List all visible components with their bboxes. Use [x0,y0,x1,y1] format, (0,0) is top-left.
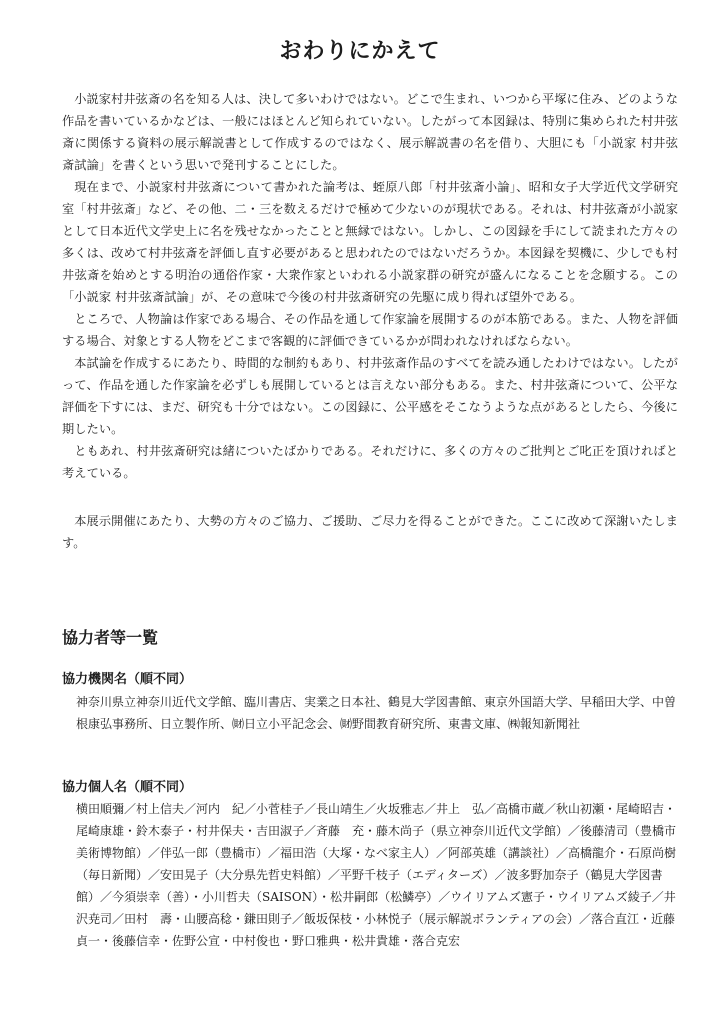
acknowledgement-block [62,510,678,554]
paragraph: ところで、人物論は作家である場合、その作品を通して作家論を展開するのが本筋である。また、人物を評価する場合、対象とする人物をどこまで客観的に評価できているかが問われなければならない。 [62,312,678,348]
institutions-list: 神奈川県立神奈川近代文学館、臨川書店、実業之日本社、鶴見大学図書館、東京外国語大学、早稲田大学、中曽根康弘事務所、日立製作所、㈶日立小平記念会、㈶野間教育研究所、東書文庫、㈱報知新聞社 [76,695,677,731]
acknowledgement-text: 本展示開催にあたり、大勢の方々のご協力、ご援助、ご尽力を得ることができた。ここに改めて深謝いたします。 [62,514,678,550]
afterword-body [62,88,678,484]
individuals-list: 横田順彌／村上信夫／河内 紀／小菅桂子／長山靖生／火坂雅志／井上 弘／高橋市蔵／秋山初瀬・尾崎昭吉・尾崎康雄・鈴木泰子・村井保夫・吉田淑子／斉藤 充・藤木尚子（県立神奈川近代文学館）／後藤清司（豊橋市美術博物館）／伴弘一郎（豊橋市）／福田浩（大塚・なべ家主人）／阿部英雄（講談社）／高橋龍介・石原尚樹（毎日新聞）／安田晃子（大分県先哲史料館）／平野千枝子（エディターズ）／波多野加奈子（鶴見大学図書館）／今須崇幸（善）・小川哲夫（SAISON）・松井嗣郎（松鱗亭）／ウイリアムズ憲子・ウイリアムズ綾子／井沢尭司／田村 壽・山腰高稔・鎌田則子／飯坂保枝・小林悦子（展示解説ボランティアの会）／落合直江・近藤貞一・後藤信幸・佐野公宣・中村俊也・野口雅典・松井貴雄・落合克宏 [76,802,677,948]
cooperators-heading: 協力者等一覧 [62,628,159,647]
paragraph: 現在まで、小説家村井弦斎について書かれた論考は、蛭原八郎「村井弦斎小論」、昭和女子大学近代文学研究室「村井弦斎」など、その他、二・三を数えるだけで極めて少ないのが現状である。それは、村井弦斎が小説家として日本近代文学史上に名を残せなかったことと無縁ではない。しかし、この図録を手にして読まれた方々の多くは、改めて村井弦斎を評価し直す必要があると思われたのではないだろうか。本図録を契機に、少しでも村井弦斎を始めとする明治の通俗作家・大衆作家といわれる小説家群の研究が盛んになることを念願する。この「小説家 村井弦斎試論」が、その意味で今後の村井弦斎研究の先駆に成り得れば望外である。 [62,180,678,304]
paragraph: ともあれ、村井弦斎研究は緒についたばかりである。それだけに、多くの方々のご批判とご叱正を頂ければと考えている。 [62,444,678,480]
individuals-heading: 協力個人名（順不同） [62,780,193,795]
paragraph: 小説家村井弦斎の名を知る人は、決して多いわけではない。どこで生まれ、いつから平塚に住み、どのような作品を書いているかなどは、一般にはほとんど知られていない。したがって本図録は、特別に集められた村井弦斎に関係する資料の展示解説書として作成するのではなく、展示解説書の名を借り、大胆にも「小説家 村井弦斎試論」を書くという思いで発刊することにした。 [62,92,678,172]
page-title: おわりにかえて [279,38,441,64]
paragraph: 本試論を作成するにあたり、時間的な制約もあり、村井弦斎作品のすべてを読み通したわけではない。したがって、作品を通した作家論を必ずしも展開しているとは言えない部分もある。また、村井弦斎について、公平な評価を下すには、まだ、研究も十分ではない。この図録に、公平感をそこなうような点があるとしたら、今後に期したい。 [62,356,678,436]
institutions-heading: 協力機関名（順不同） [62,672,193,687]
